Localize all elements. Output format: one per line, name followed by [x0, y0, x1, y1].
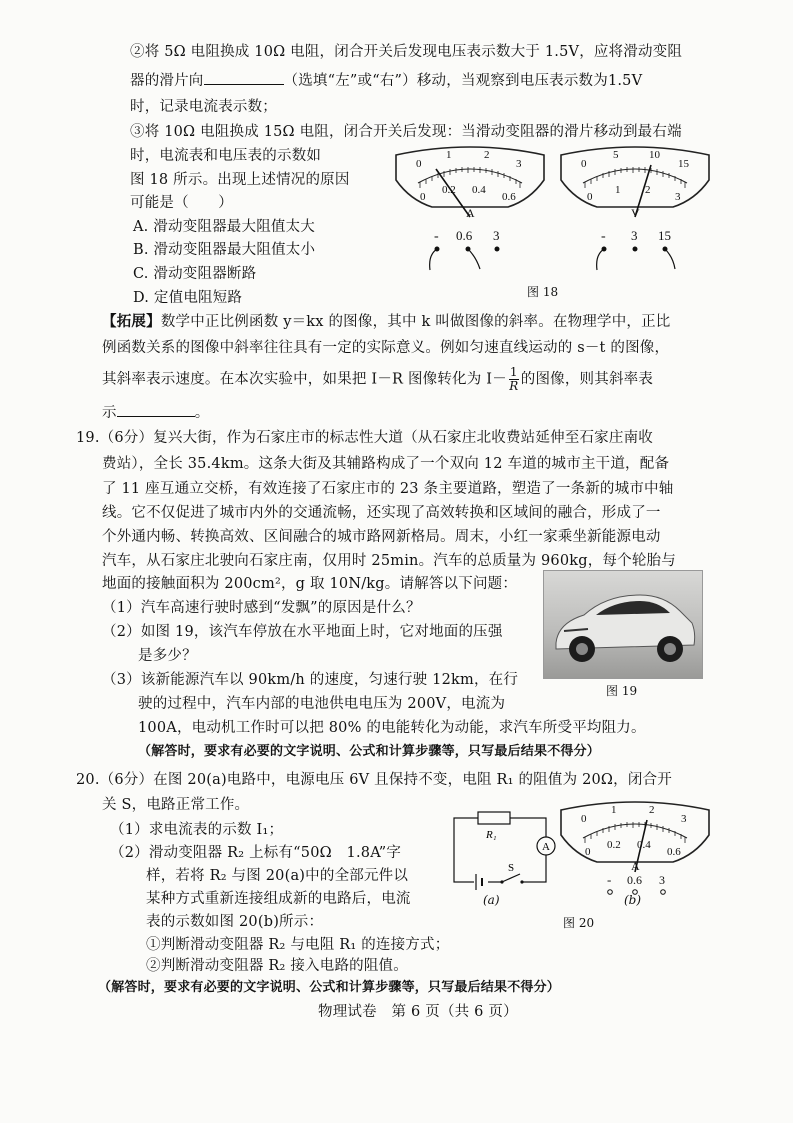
q19-note: （解答时，要求有必要的文字说明、公式和计算步骤等，只写最后结果不得分） — [138, 744, 601, 759]
extension-line4-start: 示 — [102, 405, 117, 421]
q20-note: （解答时，要求有必要的文字说明、公式和计算步骤等，只写最后结果不得分） — [98, 980, 561, 995]
q20-item1: ①判断滑动变阻器 R₂ 与电阻 R₁ 的连接方式； — [146, 937, 450, 953]
q19-sub2-line1: （2）如图 19，该汽车停放在水平地面上时，它对地面的压强 — [102, 624, 503, 640]
q20-line2: 关 S，电路正常工作。 — [102, 797, 250, 813]
tick-label: 0.2 — [607, 839, 621, 851]
extension-line3 — [102, 366, 653, 393]
terminal-label: 3 — [659, 873, 665, 887]
extension-line1 — [102, 312, 671, 332]
tick-label: 1 — [611, 804, 617, 816]
fig20-caption: 图 20 — [563, 916, 595, 930]
tick-label: 0 — [581, 158, 587, 170]
tick-label: 2 — [649, 804, 655, 816]
tick-label: 0.4 — [637, 839, 651, 851]
fig20b-label: (b) — [624, 893, 642, 907]
q18-step2-line2-end: （选填“左”或“右”）移动，当观察到电压表示数为1.5V — [283, 73, 643, 89]
fig18-caption: 图 18 — [527, 285, 559, 299]
fraction-1-over-r — [509, 366, 519, 393]
q19-line3: 了 11 座互通立交桥，有效连接了石家庄市的 23 条主要道路，塑造了一条新的城市中轴 — [102, 481, 674, 497]
tick-label: 1 — [615, 184, 621, 196]
voltmeter-scale-ticks — [585, 167, 685, 188]
q20-sub2-line3: 某种方式重新连接组成新的电路后，电流 — [146, 891, 411, 907]
option-c: C. 滑动变阻器断路 — [133, 266, 257, 282]
q19-line2: 费站），全长 35.4km。这条大街及其辅路构成了一个双向 12 车道的城市主干道，配备 — [102, 456, 670, 472]
tick-label: 0.6 — [667, 846, 681, 858]
extension-line4-end: 。 — [194, 405, 210, 421]
extension-tag: 【拓展】 — [102, 313, 161, 330]
tick-label: 0.4 — [472, 184, 486, 196]
unit-label: A — [466, 206, 475, 220]
q19-line7: 地面的接触面积为 200cm²，g 取 10N/kg。请解答以下问题： — [102, 576, 518, 592]
tick-label: 0 — [581, 813, 587, 825]
tick-label: 0.6 — [502, 191, 516, 203]
fig20-scale-ticks — [585, 822, 685, 843]
q20-sub2-line1: （2）滑动变阻器 R₂ 上标有“50Ω 1.8A”字 — [110, 845, 402, 861]
terminal-label: 3 — [631, 228, 638, 243]
q19-line5: 个外通内畅、转换高效、区间融合的城市路网新格局。周末，小红一家乘坐新能源电动 — [102, 529, 661, 545]
extension-text: 数学中正比例函数 y＝kx 的图像，其中 k 叫做图像的斜率。在物理学中，正比 — [160, 314, 671, 330]
switch-label: S — [508, 862, 515, 874]
q18-step2-line2-start: 器的滑片向 — [130, 73, 204, 89]
q18-step2-line2 — [130, 70, 642, 91]
fig18-voltmeter — [555, 145, 715, 275]
tick-label: 3 — [681, 813, 687, 825]
q20-line1: 20.（6分）在图 20(a)电路中，电源电压 6V 且保持不变，电阻 R₁ 的阻值为 20Ω，闭合开 — [76, 772, 672, 788]
tick-label: 15 — [678, 158, 689, 170]
terminal-label: - — [607, 872, 612, 887]
fig20a-circuit — [450, 808, 560, 908]
tick-label: 5 — [613, 149, 619, 161]
fig20a-label: (a) — [483, 893, 500, 907]
ammeter-symbol-label: A — [542, 841, 550, 853]
unit-label: A — [631, 859, 640, 873]
q19-sub3-line1: （3）该新能源汽车以 90km/h 的速度，匀速行驶 12km，在行 — [102, 672, 519, 688]
option-a: A. 滑动变阻器最大阻值太大 — [133, 219, 315, 235]
tick-label: 0 — [420, 191, 426, 203]
q19-sub1: （1）汽车高速行驶时感到“发飘”的原因是什么？ — [102, 600, 421, 616]
answer-blank[interactable] — [204, 70, 284, 85]
fig19-car-photo — [543, 570, 703, 679]
tick-label: 1 — [446, 149, 452, 161]
terminal-label: 3 — [493, 228, 500, 243]
tick-label: 0 — [416, 158, 422, 170]
extension-line3-end: 的图像，则其斜率表 — [520, 371, 654, 388]
terminal-label: 0.6 — [627, 873, 642, 887]
q19-sub3-line3: 100A，电动机工作时可以把 80% 的电能转化为动能，求汽车所受平均阻力。 — [138, 720, 646, 736]
q18-step3-line2: 时，电流表和电压表的示数如 — [130, 148, 322, 164]
q18-step3-line4: 可能是（ ） — [130, 195, 233, 211]
fig18-ammeter — [390, 145, 550, 275]
q18-step2-line3: 时，记录电流表示数； — [130, 99, 277, 115]
ammeter-scale-ticks — [420, 167, 520, 188]
q18-step3-line1: ③将 10Ω 电阻换成 15Ω 电阻，闭合开关后发现：当滑动变阻器的滑片移动到最右端 — [130, 124, 682, 140]
tick-label: 0 — [585, 846, 591, 858]
q19-sub3-line2: 驶的过程中，汽车内部的电池供电电压为 200V，电流为 — [138, 696, 506, 712]
q20-sub1: （1）求电流表的示数 I₁； — [110, 822, 284, 838]
page-footer: 物理试卷 第 6 页（共 6 页） — [318, 1004, 518, 1020]
tick-label: 0.2 — [442, 184, 456, 196]
q18-step2-line1: ②将 5Ω 电阻换成 10Ω 电阻，闭合开关后发现电压表示数大于 1.5V，应将滑动变阻 — [130, 44, 683, 60]
extension-line2: 例函数关系的图像中斜率往往具有一定的实际意义。例如匀速直线运动的 s－t 的图像， — [102, 340, 670, 356]
option-b: B. 滑动变阻器最大阻值太小 — [133, 242, 316, 258]
fraction-numerator: 1 — [509, 365, 518, 379]
tick-label: 3 — [675, 191, 681, 203]
q19-sub2-line2: 是多少？ — [138, 648, 197, 664]
extension-line4 — [102, 402, 209, 423]
tick-label: 2 — [484, 149, 490, 161]
option-d: D. 定值电阻短路 — [133, 290, 243, 306]
car-illustration — [544, 571, 702, 678]
extension-line3-start: 其斜率表示速度。在本次实验中，如果把 I－R 图像转化为 I－ — [102, 371, 507, 388]
q19-line1: 19.（6分）复兴大街，作为石家庄市的标志性大道（从石家庄北收费站延伸至石家庄南收 — [76, 430, 653, 446]
q20-sub2-line2: 样，若将 R₂ 与图 20(a)中的全部元件以 — [146, 868, 409, 884]
terminal-label: - — [434, 229, 439, 244]
q19-line6: 汽车，从石家庄北驶向石家庄南，仅用时 25min。汽车的总质量为 960kg，每个轮胎与 — [102, 553, 676, 569]
unit-label: V — [631, 206, 640, 220]
tick-label: 2 — [645, 184, 651, 196]
tick-label: 3 — [516, 158, 522, 170]
terminal-label: 15 — [658, 228, 671, 243]
answer-blank[interactable] — [117, 402, 195, 417]
fraction-denominator: R — [509, 379, 519, 393]
fig19-caption: 图 19 — [606, 684, 638, 698]
q20-sub2-line4: 表的示数如图 20(b)所示： — [146, 914, 324, 930]
tick-label: 10 — [649, 149, 660, 161]
q19-line4: 线。它不仅促进了城市内外的交通流畅，还实现了高效转换和区域间的融合，形成了一 — [102, 505, 661, 521]
q18-step3-line3: 图 18 所示。出现上述情况的原因 — [130, 172, 350, 188]
q20-item2: ②判断滑动变阻器 R₂ 接入电路的阻值。 — [146, 958, 408, 974]
tick-label: 0 — [587, 191, 593, 203]
r1-label: R₁ — [486, 829, 497, 841]
resistor-r1 — [478, 812, 510, 824]
terminal-label: 0.6 — [456, 228, 473, 243]
terminal-label: - — [601, 229, 606, 244]
